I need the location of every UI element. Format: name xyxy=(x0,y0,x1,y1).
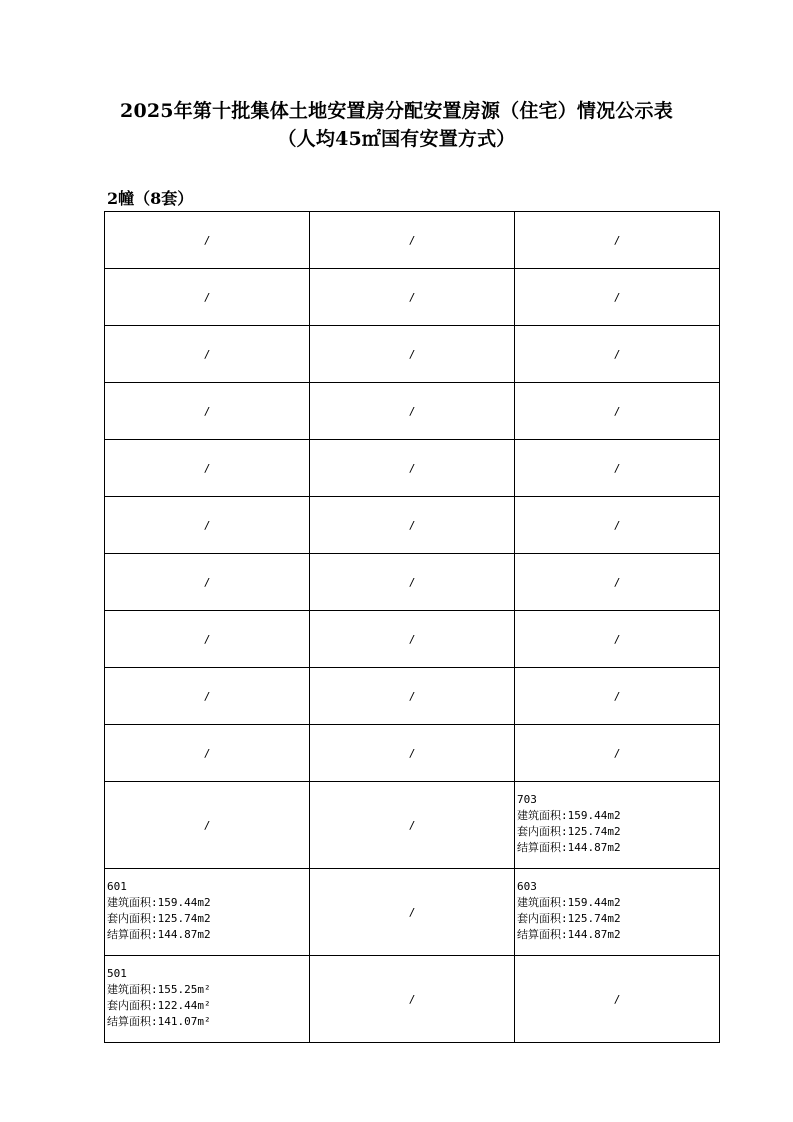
table-row xyxy=(105,212,720,269)
table-cell-empty: / xyxy=(310,212,515,269)
table-cell-empty: / xyxy=(105,383,310,440)
table-cell-empty: / xyxy=(515,668,720,725)
table-row xyxy=(105,497,720,554)
table-cell-empty: / xyxy=(310,668,515,725)
table-cell-empty: / xyxy=(105,611,310,668)
unit-number: 501 xyxy=(107,967,127,980)
table-cell-empty: / xyxy=(310,440,515,497)
table-cell-empty: / xyxy=(310,383,515,440)
table-cell-empty: / xyxy=(515,554,720,611)
table-cell-empty: / xyxy=(105,212,310,269)
table-cell-empty: / xyxy=(515,497,720,554)
table-cell-empty: / xyxy=(310,326,515,383)
unit-number: 601 xyxy=(107,880,127,893)
unit-area-line: 套内面积:125.74m2 xyxy=(517,912,621,925)
table-cell-empty: / xyxy=(515,440,720,497)
table-row xyxy=(105,440,720,497)
table-cell-empty: / xyxy=(310,956,515,1043)
unit-area-line: 建筑面积:159.44m2 xyxy=(517,809,621,822)
table-cell-empty: / xyxy=(515,611,720,668)
table-cell-empty: / xyxy=(310,554,515,611)
table-cell-empty: / xyxy=(105,554,310,611)
table-cell-empty: / xyxy=(515,956,720,1043)
table-row xyxy=(105,326,720,383)
table-cell-empty: / xyxy=(310,725,515,782)
table-cell-empty: / xyxy=(105,440,310,497)
table-cell-empty: / xyxy=(310,269,515,326)
table-row xyxy=(105,554,720,611)
unit-area-line: 套内面积:122.44m² xyxy=(107,999,211,1012)
table-row xyxy=(105,869,720,956)
table-cell-empty: / xyxy=(105,725,310,782)
table-cell-empty: / xyxy=(310,611,515,668)
table-row xyxy=(105,956,720,1043)
building-label: 2幢（8套） xyxy=(107,189,194,208)
unit-area-line: 套内面积:125.74m2 xyxy=(517,825,621,838)
table-cell-empty: / xyxy=(515,326,720,383)
table-cell-empty: / xyxy=(310,869,515,956)
table-cell-empty: / xyxy=(105,782,310,869)
table-row xyxy=(105,668,720,725)
table-cell-empty: / xyxy=(105,497,310,554)
unit-area-line: 建筑面积:159.44m2 xyxy=(107,896,211,909)
table-row xyxy=(105,611,720,668)
unit-area-line: 结算面积:144.87m2 xyxy=(517,928,621,941)
table-cell-empty: / xyxy=(105,269,310,326)
table-cell-unit xyxy=(105,956,310,1043)
unit-area-line: 结算面积:144.87m2 xyxy=(107,928,211,941)
table-row xyxy=(105,269,720,326)
table-cell-unit xyxy=(515,782,720,869)
table-cell-empty: / xyxy=(105,668,310,725)
unit-number: 703 xyxy=(517,793,537,806)
unit-area-line: 结算面积:141.07m² xyxy=(107,1015,211,1028)
page-subtitle: （人均45㎡国有安置方式） xyxy=(277,128,516,150)
table-row xyxy=(105,725,720,782)
table-cell-empty: / xyxy=(105,326,310,383)
table-cell-unit xyxy=(105,869,310,956)
table-cell-empty: / xyxy=(310,497,515,554)
unit-number: 603 xyxy=(517,880,537,893)
unit-area-line: 套内面积:125.74m2 xyxy=(107,912,211,925)
table-cell-empty: / xyxy=(515,269,720,326)
housing-table xyxy=(104,211,720,1043)
table-cell-empty: / xyxy=(515,212,720,269)
table-row xyxy=(105,782,720,869)
unit-area-line: 结算面积:144.87m2 xyxy=(517,841,621,854)
table-cell-empty: / xyxy=(310,782,515,869)
unit-area-line: 建筑面积:155.25m² xyxy=(107,983,211,996)
page-title: 2025年第十批集体土地安置房分配安置房源（住宅）情况公示表 xyxy=(120,100,673,122)
table-cell-empty: / xyxy=(515,725,720,782)
table-cell-empty: / xyxy=(515,383,720,440)
table-cell-unit xyxy=(515,869,720,956)
table-row xyxy=(105,383,720,440)
unit-area-line: 建筑面积:159.44m2 xyxy=(517,896,621,909)
